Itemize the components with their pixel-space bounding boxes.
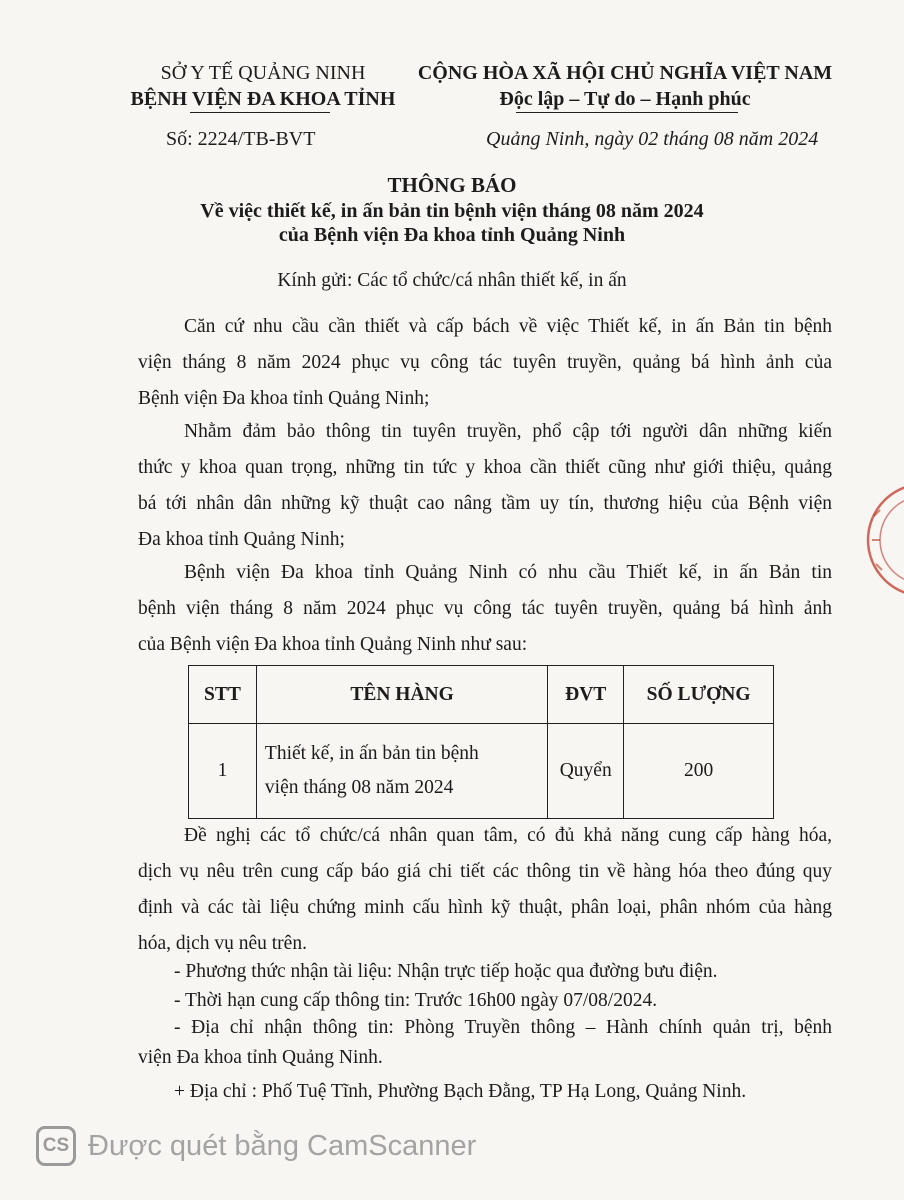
document-number: Số: 2224/TB-BVT — [166, 128, 316, 150]
camscanner-logo-icon: CS — [36, 1126, 76, 1166]
agency-name: SỞ Y TẾ QUẢNG NINH — [160, 62, 366, 84]
paragraph-basis — [138, 309, 832, 417]
cell-stt: 1 — [189, 724, 257, 819]
nation-block — [410, 60, 840, 112]
nation-motto: Độc lập – Tự do – Hạnh phúc — [499, 88, 751, 110]
paragraph-line: của Bệnh viện Đa khoa tỉnh Quảng Ninh như sau: — [138, 634, 528, 655]
paragraph-line: Đề nghị các tổ chức/cá nhân quan tâm, có đủ khả năng cung cấp hàng hóa, — [184, 825, 832, 846]
goods-table — [188, 665, 774, 819]
table-row — [189, 724, 774, 819]
recipient-line: Kính gửi: Các tổ chức/cá nhân thiết kế, in ấn — [277, 270, 627, 291]
notice-title: THÔNG BÁO — [387, 173, 517, 197]
notice-subtitle-2: của Bệnh viện Đa khoa tỉnh Quảng Ninh — [278, 224, 626, 246]
paragraph-line: dịch vụ nêu trên cung cấp báo giá chi tiết các thông tin về hàng hóa theo đúng quy — [138, 861, 832, 882]
camscanner-watermark — [36, 1126, 476, 1166]
paragraph-line: viện Đa khoa tỉnh Quảng Ninh. — [138, 1047, 383, 1068]
item-name-line: Thiết kế, in ấn bản tin bệnh — [264, 743, 479, 764]
column-header-stt: STT — [189, 666, 257, 724]
hospital-name: BỆNH VIỆN ĐA KHOA TỈNH — [130, 88, 396, 110]
nation-name: CỘNG HÒA XÃ HỘI CHỦ NGHĨA VIỆT NAM — [417, 62, 833, 84]
paragraph-line: bệnh viện tháng 8 năm 2024 phục vụ công tác tuyên truyền, quảng bá hình ảnh — [138, 598, 832, 619]
camscanner-text: Được quét bằng CamScanner — [88, 1129, 477, 1162]
paragraph-line: Căn cứ nhu cầu cần thiết và cấp bách về việc Thiết kế, in ấn Bản tin bệnh — [184, 316, 832, 337]
place-date: Quảng Ninh, ngày 02 tháng 08 năm 2024 — [486, 128, 819, 150]
motto-underline — [516, 112, 738, 113]
detail-address — [138, 1013, 832, 1073]
table-header-row — [189, 666, 774, 724]
column-header-quantity: SỐ LƯỢNG — [624, 666, 774, 724]
stamp-seal — [862, 480, 904, 600]
paragraph-line: thức y khoa quan trọng, những tin tức y khoa cần thiết cũng như giới thiệu, quảng — [138, 457, 832, 478]
paragraph-line: bá tới nhân dân những kỹ thuật cao nâng tầm uy tín, thương hiệu của Bệnh viện — [138, 493, 832, 514]
paragraph-line: hóa, dịch vụ nêu trên. — [138, 933, 307, 954]
paragraph-need — [138, 555, 832, 663]
paragraph-line: - Địa chỉ nhận thông tin: Phòng Truyền thông – Hành chính quản trị, bệnh — [174, 1017, 832, 1038]
paragraph-line: Nhằm đảm bảo thông tin tuyên truyền, phổ cập tới người dân những kiến — [184, 421, 832, 442]
paragraph-purpose — [138, 414, 832, 558]
item-name-line: viện tháng 08 năm 2024 — [264, 777, 454, 798]
paragraph-line: Bệnh viện Đa khoa tỉnh Quảng Ninh; — [138, 388, 430, 409]
agency-underline — [190, 112, 330, 113]
detail-deadline: - Thời hạn cung cấp thông tin: Trước 16h00 ngày 07/08/2024. — [174, 990, 658, 1011]
cell-unit: Quyển — [548, 724, 624, 819]
paragraph-request — [138, 818, 832, 962]
notice-subtitle-1: Về việc thiết kế, in ấn bản tin bệnh viện tháng 08 năm 2024 — [200, 200, 704, 222]
paragraph-line: Đa khoa tỉnh Quảng Ninh; — [138, 529, 345, 550]
paragraph-line: viện tháng 8 năm 2024 phục vụ công tác tuyên truyền, quảng bá hình ảnh của — [138, 352, 832, 373]
detail-method: - Phương thức nhận tài liệu: Nhận trực tiếp hoặc qua đường bưu điện. — [174, 961, 718, 982]
detail-address-street: + Địa chỉ : Phố Tuệ Tĩnh, Phường Bạch Đằng, TP Hạ Long, Quảng Ninh. — [174, 1081, 747, 1102]
column-header-unit: ĐVT — [548, 666, 624, 724]
paragraph-line: Bệnh viện Đa khoa tỉnh Quảng Ninh có nhu cầu Thiết kế, in ấn Bản tin — [184, 562, 832, 583]
column-header-item: TÊN HÀNG — [256, 666, 547, 724]
paragraph-line: định và các tài liệu chứng minh cấu hình kỹ thuật, phân loại, phân nhóm của hàng — [138, 897, 832, 918]
cell-item-name — [256, 724, 547, 819]
cell-quantity: 200 — [624, 724, 774, 819]
agency-block — [118, 60, 408, 112]
